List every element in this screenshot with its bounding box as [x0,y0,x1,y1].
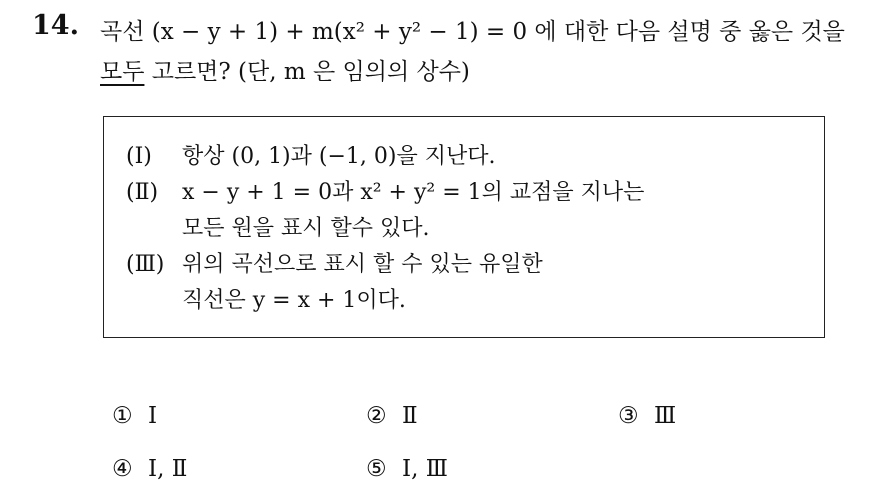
choice-number: ① [112,403,133,429]
stem-line-1: 곡선 (x − y + 1) + m(x² + y² − 1) = 0 에 대한 다음 설명 중 옳은 것을 [100,19,845,45]
choice-text: Ⅰ, Ⅱ [148,456,188,482]
choice-text: Ⅱ [402,403,418,429]
statement-text: 항상 (0, 1)과 (−1, 0)을 지난다. [182,144,496,169]
choice-3[interactable] [618,403,676,429]
problem-number: 14. [32,10,79,41]
question-stem [100,12,870,92]
statement-text: x − y + 1 = 0과 x² + y² = 1의 교점을 지나는 [182,180,645,205]
choice-4[interactable] [112,456,187,482]
choice-2[interactable] [366,403,418,429]
statement-1 [126,137,495,177]
statement-2-continued [126,209,430,249]
statement-label: (Ⅱ) [126,180,159,205]
statement-3-continued [126,281,406,321]
choice-number: ④ [112,456,133,482]
statement-label: (Ⅰ) [126,144,152,169]
choice-text: Ⅰ, Ⅲ [402,456,448,482]
statement-text: 직선은 y = x + 1이다. [182,288,406,313]
choice-5[interactable] [366,456,448,482]
choice-1[interactable] [112,403,157,429]
choice-text: Ⅰ [148,403,158,429]
statement-label: (Ⅲ) [126,252,165,277]
statement-2 [126,173,644,213]
choice-number: ③ [618,403,639,429]
statement-box [103,116,825,338]
choice-number: ② [366,403,387,429]
statement-text: 위의 곡선으로 표시 할 수 있는 유일한 [182,252,543,277]
statement-text: 모든 원을 표시 할수 있다. [182,216,430,241]
stem-underlined-word: 모두 [100,59,145,85]
stem-line-2-rest: 고르면? (단, m 은 임의의 상수) [144,59,470,85]
statement-3 [126,245,543,285]
stem-line-2 [100,52,870,92]
choice-number: ⑤ [366,456,387,482]
choice-text: Ⅲ [654,403,677,429]
